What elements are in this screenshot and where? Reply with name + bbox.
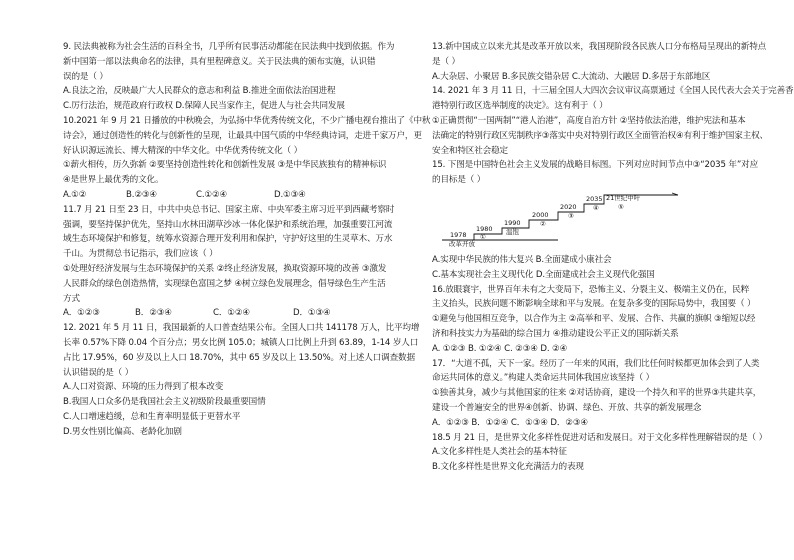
q18-option-a: A.文化多样性是人类社会的基本特征 (432, 447, 567, 458)
question-14 (432, 84, 794, 158)
marker-3: ③ (568, 211, 574, 220)
q10-options (63, 188, 389, 203)
question-17 (432, 357, 762, 431)
year-label-1990: 1990 (504, 218, 521, 227)
step-label-reform: 改革开放 (449, 239, 475, 248)
q11-line: 方式 (63, 293, 80, 304)
q16-line: 16.放眼寰宇，世界百年未有之大变局下，恐怖主义、分裂主义、极端主义仍在，民粹 (432, 284, 750, 295)
q10-option-c: C.①②④ (196, 189, 228, 200)
question-15 (432, 158, 759, 282)
step-label-mid-century: 21世纪中叶 (606, 193, 641, 202)
q9-line: 误的是（ ） (63, 71, 108, 82)
q10-line: 好认识源远流长、博大精深的中华文化。中华优秀传统文化（ ） (63, 145, 303, 156)
q17-line: ①独善其身，减少与其他国家的往来 ②对话协商，建设一个持久和平的世界③共建共享， (432, 388, 762, 399)
question-18 (432, 431, 768, 475)
q10-line: 10.2021 年 9 月 21 日播放的中秋晚会，为弘扬中华优秀传统文化，不少广播电视台推出了《中秋 (63, 115, 431, 126)
q16-line: 主义抬头，民族问题不断影响全球和平与发展。在复杂多变的国际局势中，我国要（ ） (432, 299, 756, 310)
year-label-2035: 2035 (586, 194, 603, 203)
question-13 (432, 40, 767, 84)
q11-line: 人民群众的绿色创造热情，实现绿色富国之梦 ④树立绿色发展理念，倡导绿色生产生活 (63, 278, 386, 289)
q9-line: 9. 民法典被称为社会生活的百科全书，几乎所有民事活动都能在民法典中找到依据。作为 (63, 42, 395, 52)
q10-line: 诗会》，通过创造性的转化与创新性的呈现，让最具中国气质的中华经典诗词，走进千家万户，更 (63, 130, 422, 141)
q14-line: ①正确贯彻“一国两制”“港人治港”，高度自治方针 ②坚持依法治港，维护宪法和基本 (432, 115, 746, 126)
q12-line: 12. 2021 年 5 月 11 日，我国最新的人口普查结果公布。全国人口共 141178 万人，比平均增 (63, 323, 420, 334)
question-11 (63, 203, 395, 321)
q15-options-ab: A.实现中华民族的伟大复兴 B.全面建成小康社会 (432, 254, 612, 265)
q11-option-b: B．②③④ (135, 308, 172, 319)
marker-4: ④ (593, 203, 599, 212)
q15-line: 的目标是（ ） (432, 175, 486, 186)
q12-line: 认识错误的是（ ） (63, 367, 134, 378)
strategic-goal-timeline-diagram (436, 190, 686, 252)
q16-line: ①避免与他国相互竞争，以合作为主 ②高举和平、发展、合作、共赢的旗帜 ③缩短以经 (432, 314, 756, 325)
left-column (63, 40, 431, 440)
q15-line: 15. 下图是中国特色社会主义发展的战略目标图。下列对应时间节点中③“2035 年”对应 (432, 160, 759, 171)
q11-line: 强调，要坚持保护优先，坚持山水林田湖草沙冰一体化保护和系统治理，加强重要江河流 (63, 219, 393, 230)
question-12 (63, 321, 420, 439)
marker-2: ② (540, 219, 546, 228)
question-16 (432, 283, 756, 357)
q11-line: 11.7 月 21 日至 23 日，中共中央总书记、国家主席、中央军委主席习近平到西藏考察时 (63, 204, 395, 215)
q15-options-cd: C.基本实现社会主义现代化 D.全面建成社会主义现代化强国 (432, 269, 655, 280)
q10-line: ④是世界上最优秀的文化。 (63, 175, 164, 186)
year-label-1978: 1978 (450, 230, 467, 239)
q14-line: 港特别行政区选举制度的决定》。这有利于（ ） (432, 101, 608, 112)
q10-option-b: B.②③④ (126, 189, 157, 200)
q17-line: 17．“大道不孤，天下一家。经历了一年来的风雨，我们比任何时候都更加体会到了人类 (432, 358, 760, 369)
q16-options: A. ①②③ B. ①②④ C. ②③④ D. ②④ (432, 343, 568, 354)
q12-option-d: D.男女性别比偏高、老龄化加剧 (63, 426, 182, 437)
q13-line: 13.新中国成立以来尤其是改革开放以来，我国现阶段各民族人口分布格局呈现出的新特点 (432, 42, 767, 52)
question-10 (63, 114, 431, 203)
q12-option-c: C.人口增速趋缓，总和生育率明显低于更替水平 (63, 411, 241, 422)
q9-options-cd: C.厉行法治，规范政府行政权 D.保障人民当家作主，促进人与社会共同发展 (63, 101, 345, 112)
timeline-staircase (442, 195, 678, 240)
q14-line: 安全和特区社会稳定 (432, 145, 508, 156)
q14-line: 14. 2021 年 3 月 11 日，十三届全国人大四次会议审议高票通过《全国人民代表大会关于完善香 (432, 86, 794, 97)
q10-line: ①薪火相传，历久弥新 ②要坚持创造性转化和创新性发展 ③是中华民族独有的精神标识 (63, 160, 387, 171)
step-label-wenbao: 温饱 (506, 227, 519, 236)
q10-option-a: A.①② (63, 189, 87, 200)
q11-option-a: A．①②③ (63, 308, 100, 319)
q18-option-b: B.文化多样性是世界文化充满活力的表现 (432, 462, 584, 473)
year-label-1980: 1980 (476, 224, 493, 233)
year-label-2020: 2020 (560, 202, 577, 211)
q9-options-ab: A.良法之治，反映最广大人民群众的意志和利益 B.推进全面依法治国进程 (63, 86, 336, 97)
q17-line: 建设一个普遍安全的世界④创新、协调、绿色、开放、共享的新发展理念 (432, 402, 702, 413)
q11-line: ①处理好经济发展与生态环境保护的关系 ②终止经济发展，换取资源环境的改善 ③激发 (63, 263, 387, 274)
q11-line: 千山。为贯彻总书记指示，我们应该（ ） (63, 249, 218, 260)
q16-line: 济和科技实力为基础的综合国力 ④推动建设公平正义的国际新关系 (432, 328, 679, 339)
marker-5: ⑤ (618, 202, 624, 211)
q11-options (63, 306, 389, 321)
q18-line: 18.5 月 21 日，是世界文化多样性促进对话和发展日。对于文化多样性理解错误的是（ ） (432, 432, 768, 443)
q17-options: A．①②③ B．①②④ C．①③④ D．②③④ (432, 417, 588, 428)
right-column (432, 40, 794, 475)
marker-1: ① (480, 232, 486, 241)
q14-line: 法确定的特别行政区宪制秩序③落实中央对特别行政区全面管治权④有利于维护国家主权、 (432, 130, 768, 141)
q13-options: A.大杂居、小聚居 B.多民族交错杂居 C.大流动、大融居 D.多居于东部地区 (432, 71, 711, 82)
q11-line: 域生态环境保护和修复，统筹水资源合理开发利用和保护，守护好这里的生灵草木、万水 (63, 234, 393, 245)
q12-option-a: A.人口对资源、环境的压力得到了根本改变 (63, 382, 224, 393)
q10-option-d: D.①③④ (274, 189, 306, 200)
q13-line: 是（ ） (432, 56, 460, 67)
q12-line: 占比 17.95%，60 岁及以上人口 18.70%，其中 65 岁及以上 13.50%。对上述人口调查数据 (63, 352, 415, 363)
q17-line: 命运共同体的意义。”构建人类命运共同体我国应该坚持（ ） (432, 373, 655, 384)
q9-line: 新中国第一部以法典命名的法律，具有里程碑意义。关于民法典的颁布实施，认识错 (63, 56, 376, 67)
q11-option-c: C．①②④ (213, 308, 250, 319)
year-label-2000: 2000 (532, 210, 549, 219)
q11-option-d: D．①③④ (293, 308, 331, 319)
q12-line: 长率 0.57%下降 0.04 个百分点；男女比例 105.0；城镇人口比例上升到 63.89，1-14 岁人口 (63, 337, 419, 348)
question-9 (63, 40, 395, 114)
q12-option-b: B.我国人口众多仍是我国社会主义初级阶段最重要国情 (63, 397, 266, 408)
